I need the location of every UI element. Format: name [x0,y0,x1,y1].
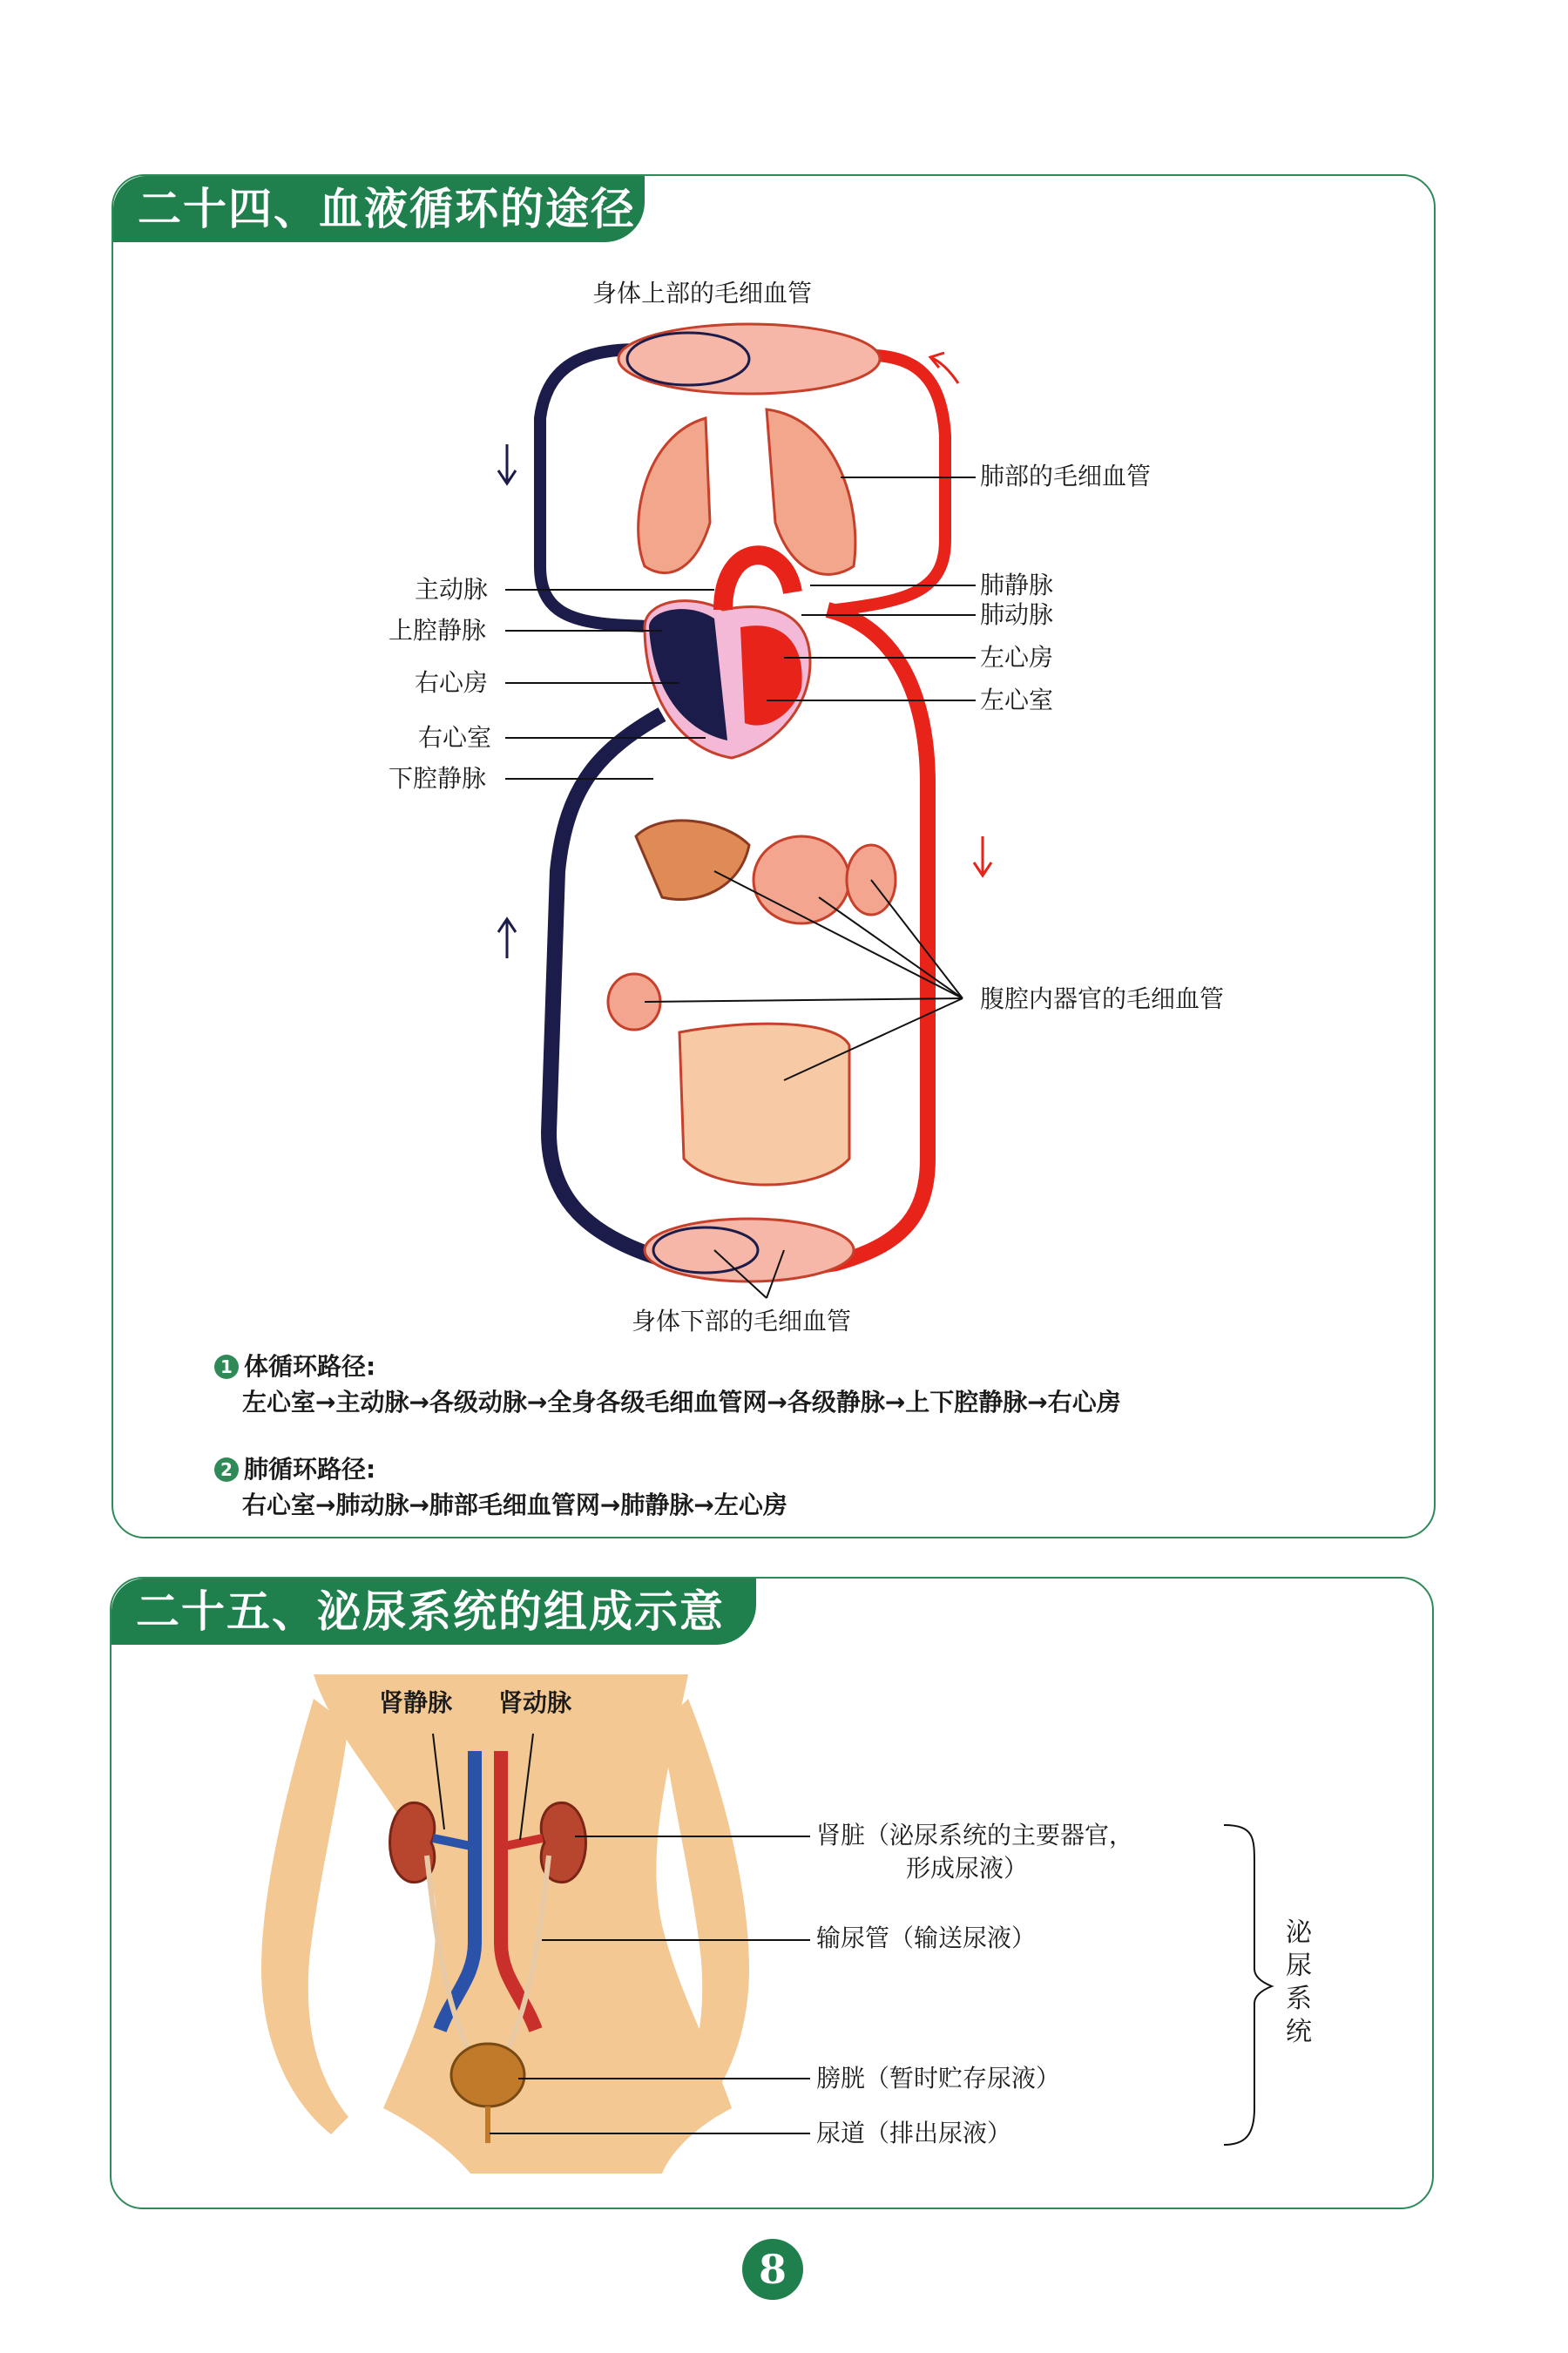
label-pulmonary-artery: 肺动脉 [980,600,1054,629]
systemic-path: 左心室→主动脉→各级动脉→全身各级毛细血管网→各级静脉→上下腔静脉→右心房 [242,1388,1121,1417]
system-char: 系 [1286,1984,1312,2014]
label-kidney-line2: 形成尿液） [906,1854,1029,1883]
section-title-blood-circulation: 二十四、血液循环的途径 [113,176,645,242]
number-badge-2: 2 [214,1457,239,1482]
urinary-system-brace [1224,1825,1272,2145]
number-badge-1: 1 [214,1355,239,1379]
pulmonary-heading-text: 肺循环路径: [244,1455,376,1484]
label-aorta: 主动脉 [415,575,489,604]
label-left-atrium: 左心房 [980,643,1054,672]
label-inferior-vena-cava: 下腔静脉 [389,764,487,793]
label-upper-capillaries: 身体上部的毛细血管 [592,279,813,308]
section-title-urinary-system: 二十五、泌尿系统的组成示意图 [112,1579,756,1645]
label-urethra: 尿道（排出尿液） [816,2119,1012,2147]
label-lower-capillaries: 身体下部的毛细血管 [632,1307,852,1335]
label-abdominal-capillaries: 腹腔内器官的毛细血管 [980,984,1225,1013]
system-char: 尿 [1286,1951,1312,1981]
left-arm [261,1699,348,2134]
label-right-ventricle: 右心室 [418,723,492,752]
pulmonary-path: 右心室→肺动脉→肺部毛细血管网→肺静脉→左心房 [242,1491,787,1519]
label-renal-vein: 肾静脉 [379,1688,453,1717]
label-pulmonary-vein: 肺静脉 [980,571,1054,599]
systemic-heading-text: 体循环路径: [244,1352,376,1381]
system-char: 泌 [1286,1917,1312,1948]
label-renal-artery: 肾动脉 [498,1688,572,1717]
label-ureter: 输尿管（输送尿液） [816,1924,1037,1952]
system-char: 统 [1286,2017,1312,2047]
label-left-ventricle: 左心室 [980,686,1054,714]
label-superior-vena-cava: 上腔静脉 [389,616,487,645]
page-number: 8 [742,2239,803,2300]
label-lung-capillaries: 肺部的毛细血管 [980,462,1152,490]
label-bladder: 膀胱（暂时贮存尿液） [816,2064,1061,2093]
label-kidney-line1: 肾脏（泌尿系统的主要器官， [816,1821,1134,1849]
label-urinary-system [1284,1917,1314,2049]
label-right-atrium: 右心房 [415,668,489,697]
bladder [451,2044,524,2106]
